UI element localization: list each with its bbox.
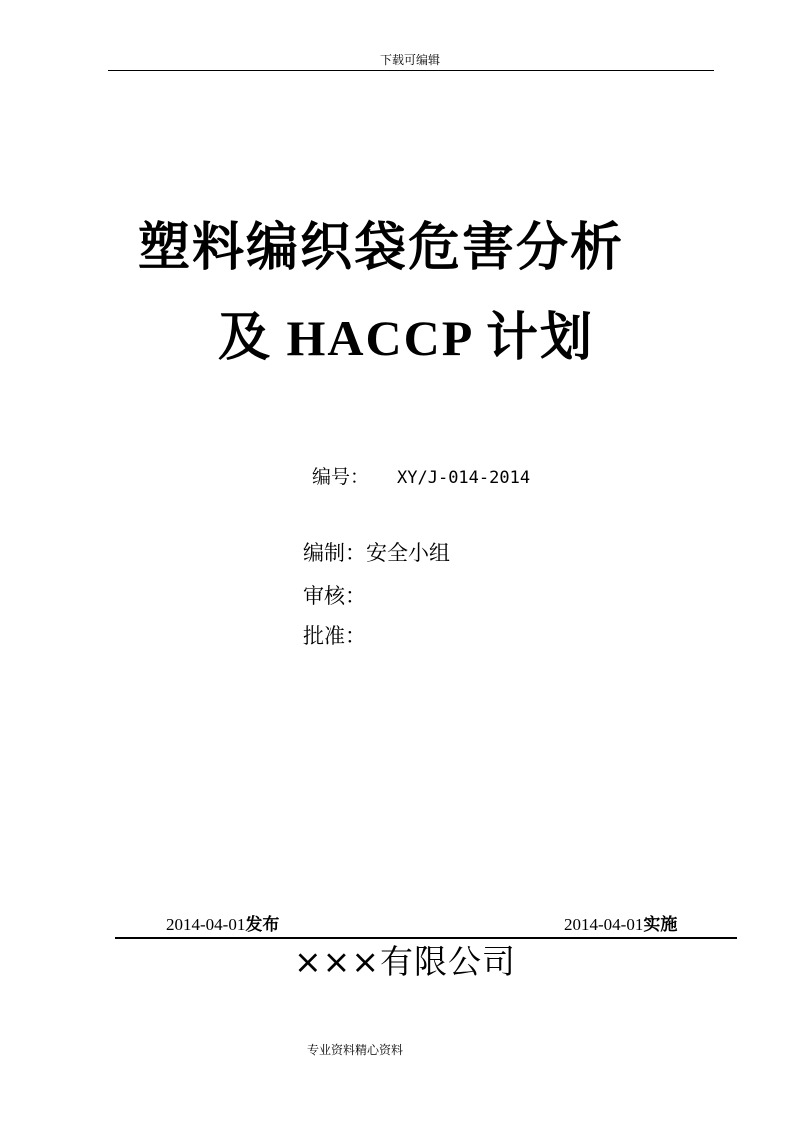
document-code-row <box>312 464 530 491</box>
page-header-text: 下载可编辑 <box>379 53 440 67</box>
document-code-value: XY/J-014-2014 <box>397 468 531 488</box>
effective-date: 2014-04-01 <box>564 915 644 934</box>
title-prefix: 及 <box>218 308 273 368</box>
effective-date-row <box>564 914 677 936</box>
prepared-by: 编制：安全小组 <box>303 541 450 565</box>
company-name: ×××有限公司 <box>294 942 516 981</box>
header-divider <box>108 70 714 71</box>
effective-label: 实施 <box>643 915 678 935</box>
title-suffix: 计划 <box>486 308 595 368</box>
document-title-line-2 <box>218 308 594 368</box>
approved-by: 批准： <box>303 624 366 648</box>
issue-date-row <box>166 914 279 936</box>
reviewed-by: 审核： <box>303 584 366 608</box>
document-code-label: 编号： <box>312 466 370 488</box>
title-haccp: HACCP <box>272 310 487 366</box>
issue-date: 2014-04-01 <box>166 915 246 934</box>
page-footer-text: 专业资料精心资料 <box>307 1043 404 1057</box>
footer-divider <box>115 937 737 939</box>
document-title-line-1: 塑料编织袋危害分析 <box>138 218 625 278</box>
issue-label: 发布 <box>245 915 280 935</box>
